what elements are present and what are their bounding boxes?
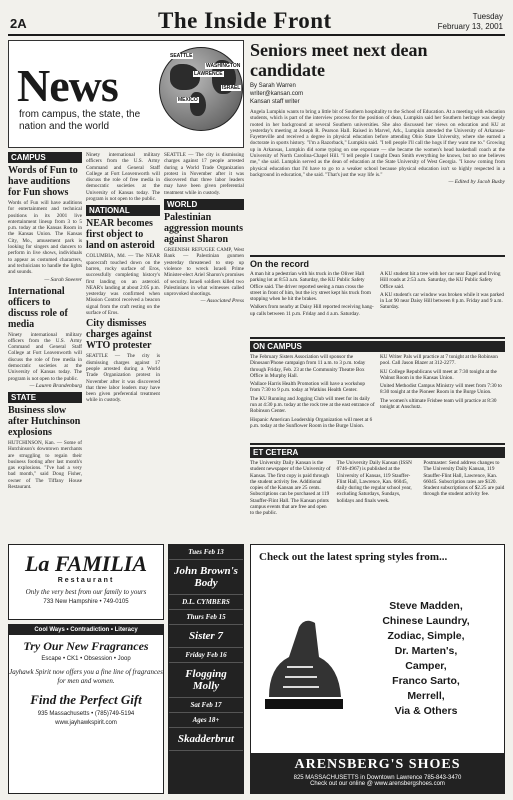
brand-item: Dr. Marten's, [394,645,458,657]
bar-row: D.L. CYMBERS [169,595,243,610]
campus-event: Wallace Harris Health Promotion will have a workshop from 7:30 to 9 p.m. today at Watkins Health Center. [250,381,365,394]
main-email[interactable]: writer@kansan.com [250,91,304,97]
brand-item: Camper, [405,660,447,672]
ad-bar-schedule [168,544,244,794]
bar-row: Skadderbrut [169,728,243,751]
banner-tagline: from campus, the state, the nation and the world [19,109,141,132]
state-body: HUTCHINSON, Kan. — Some of Hutchinson's downtown merchants are struggling to regain their business footing after last month's gas explosions. "I've had a very bad month," said Doug Fisher, owner of The Tiffany House Restaurant. [8,439,82,491]
ad-arensberg-footer [251,753,504,793]
ad-jayhawk-web[interactable]: www.jayhawkspirit.com [55,720,117,726]
ad-jayhawk-address: 935 Massachusetts • (785)749-5194 [37,711,135,717]
ad-jayhawk-try: Try Our New Fragrances [23,639,149,653]
main-byline [250,82,505,106]
campus-headline: Words of Fun to have auditions for Fun shows [8,165,78,198]
et-cetera-title: ET CETERA [250,447,505,458]
city-body: SEATTLE — The city is dismissing charges against 17 people arrested during a World Trade Organization protest in November after it was discovered that three labor leaders may have been given preferential treatment while in custody. [86,353,160,404]
campus-byline: — Sarah Sneerer [44,276,82,283]
main-body: Angela Lumpkin wants to bring a little bit of Southern hospitality to the School of Education. At a meeting with education students, which is part of the interview process for the position of dean, Lumpkin said her Southern heritage was deeply rooted in her background at several Southern universities. She also discussed her views on education and KU at yesterday's meeting at Joseph R. Pearson Hall. Raised in Marvel, Ark., Lumpkin attended the University of Arkansas-Fayetteville and received a degree in physical education before attending Ohio State University, where she earned a doctorate in sports history. "I'm a Razorback," Lumpkin said. "I tell people I'll call the hogs if they want me to." Growing up in Arkansas, Lumpkin did some typing on one exposure — she became the women's head basketball coach at the University of North Carolina-Chapel Hill. "I tell people I taught Dean Smith everything he knows, but no one believes me," she said. Lumpkin served as the dean of education at the State University of West Georgia. "I know coming from physical education that I'd have to go to a weaker school because physical education isn't so highly respected in a background in education," she said. "That's just the way life is." [250,109,505,178]
ad-la-familia [8,544,164,620]
ad-arensberg-headline: Check out the latest spring styles from... [259,551,448,563]
brand-item: Zodiac, Simple, [387,630,465,642]
section-head-state: STATE [8,392,82,403]
campus-event: Hispanic American Leadership Organization will meet at 6 p.m. today at the Sunflower Room in the Burge Union. [250,416,373,429]
ad-arensberg-address: 825 MASSACHUSETTS in Downtown Lawrence 785-843-3470 [293,775,462,781]
section-head-national: NATIONAL [86,205,160,216]
banner-title: News [17,60,118,111]
world-byline: — Associated Press [200,298,244,305]
issue-day: Tuesday [472,12,503,21]
et-cetera-col2: The University Daily Kansan (ISSN 0746-4967) is published at the University of Kansas, 119 Stauffer-Flint Hall, Lawrence, Kan. 66045, daily during the regular school year, excluding Saturdays, Sundays, holidays and finals week. [336,460,412,504]
ad-arensberg-web[interactable]: Check out our online @ www.arensbergshoes.com [310,781,445,787]
record-item: A KU student hit a tree with her car near Engel and Irving Hill roads at 2:53 a.m. Saturday, the KU Public Safety Office said. [380,271,501,290]
section-head-world: WORLD [164,199,244,210]
brand-item: Steve Madden, [389,600,463,612]
record-item: A KU student's car window was broken while it was parked in Lot 90 near Daisy Hill between 8 p.m. Friday and 9 a.m. Saturday. [380,291,504,311]
on-the-record-box [250,255,505,333]
ad-arensberg-store: ARENSBERG'S SHOES [294,757,461,772]
et-cetera-col3: Postmaster: Send address changes to The University Daily Kansan, 119 Stauffer-Flint Hall, Lawrence, Kan. 66045. Subscription rates are $120. Student subscriptions of $2.25 are paid through the student activity fee. [423,460,505,498]
campus-body: Words of Fun will have auditions for entertainment and technical positions in its 2001 live entertainment lineup from 3 to 5 p.m. today at the Kansas Room in the Kansas Union. The Kansas City, Mo., amusement park is looking for singers and dancers to perform in live shows, individuals to appear as costumed characters, and technicians to handle the lights and sounds. [8,200,82,276]
campus-event: The KU Running and Jogging Club will meet for its daily run at 4:30 p.m. today at the rock tree at the east entrance of Robinson Center. [250,395,375,415]
campus-event: The women's ultimate Frisbee team will practice at 8:30 tonight at Anschutz. [380,397,497,411]
nasa-headline: NEAR becomes first object to land on asteroid [86,218,155,252]
world-column [164,152,244,540]
bar-row: Friday Feb 16 [169,648,243,663]
globe-label-seattle: SEATTLE [170,53,193,59]
globe-label-israel: ISRAEL [222,85,241,91]
section-head-campus: CAMPUS [8,152,82,163]
brand-item: Merrell, [407,690,445,702]
campus-event: United Methodist Campus Ministry will meet from 7:30 to 8:30 tonight at the Pioneer Room in the Burge Union. [380,383,502,396]
main-body-columns [250,109,505,178]
page-number: 2A [10,16,27,31]
bar-row: Ages 18+ [169,713,243,728]
world-body: GREENISH REFUGEE CAMP, West Bank — Palestinian gunmen yesterday threatened to step up violence to wreck Israeli Prime Minister-elect Ariel Sharon's promises of security. Israeli soldiers killed two Palestinians in what witnesses called unprovoked shootings. [164,247,244,298]
bar-row: Tues Feb 13 [169,545,243,560]
ad-jayhawk-offer: Jayhawk Spirit now offers you a fine line of fragrances for men and women. [9,668,163,685]
page-title: The Inside Front [158,8,332,33]
bar-row: Flogging Molly [169,663,243,698]
world-headline: Palestinian aggression mounts against Sharon [164,212,243,246]
ad-jayhawk-gift: Find the Perfect Gift [30,692,142,707]
city-body-continued: SEATTLE — The city is dismissing charges against 17 people arrested during a World Trade Organization protest in November after it was discovered that three labor leaders may have been given preferential treatment while in custody. [164,152,244,196]
ad-arensberg-brands [351,599,501,719]
intl-headline: International officers to discuss role of media [8,285,68,330]
nasa-body: COLUMBIA, Md. — The NEAR spacecraft touched down on the barren, rocky surface of Eros, successfully completing history's first landing on an asteroid. NEAR's landing at about 2:05 p.m. yesterday was confirmed when Mission Control received a beacon signal from the craft resting on the surface of Eros. [86,253,160,317]
globe-label-washington: WASHINGTON [206,63,241,69]
ad-arensbergs-shoes [250,544,505,794]
record-item: Walkers from nearby at Daisy Hill reported receiving hang-up calls between 11 p.m. Friday and 4 a.m. Saturday. [250,304,374,317]
ad-familia-name: La FAMILIA [24,551,148,576]
campus-body-continued: Ninety international military officers from the U.S. Army Command and General Staff College at Fort Leavenworth will discuss the role of free media in democratic societies at the University of Kansas today. The program is not open to the public. [86,152,160,203]
ad-jayhawk-items: Escape • CK1 • Obsession • Joop [41,656,131,662]
state-headline: Business slow after Hutchinson explosions [8,404,81,438]
intl-byline: — Lauren Brandenburg [29,382,82,389]
national-column [86,152,160,540]
campus-event: KU College Republicans will meet at 7:30 tonight at the Walnut Room in the Kansas Union. [380,368,497,381]
bar-row: Sat Feb 17 [169,698,243,713]
ad-familia-slogan: Only the very best from our family to yours [25,588,147,596]
on-the-record-title: On the record [250,259,310,269]
intl-body: Ninety international military officers from the U.S. Army Command and General Staff College at Fort Leavenworth will discuss the role of free media in democratic societies at the University of Kansas today. The program is not open to the public. [8,331,82,382]
news-banner [8,40,244,148]
brand-item: Via & Others [394,705,458,717]
city-headline: City dismisses charges against WTO protester [86,318,152,352]
masthead [8,8,505,36]
main-story [250,40,505,252]
shoe-icon [259,607,347,727]
main-author: By Sarah Warren [250,83,296,89]
ad-familia-address: 733 New Hampshire • 749-0105 [43,599,129,605]
main-role: Kansan staff writer [250,99,300,105]
campus-event: The February Sisters Association will sponsor the Dinosaur/Phone campaign from 11 a.m. to 3 p.m. today through Friday, Feb. 23 at the Community Theatre Box Office in Murphy Hall. [250,354,366,379]
brand-item: Chinese Laundry, [382,615,470,627]
ad-jayhawk-spirit [8,624,164,794]
et-cetera-col1: The University Daily Kansan is the student newspaper of the University of Kansas. The first copy is paid through the student activity fee. Additional copies of the Kansan are 25 cents. Subscriptions can be purchased at 119 Stauffer-Flint Hall. The Kansan prints campus events that are free and open to the public. [250,460,331,517]
record-item: A man hit a pedestrian with his truck in the Oliver Hall parking lot at 8:53 a.m. Saturday, the KU Public Safety Office said. The driver reported seeing a man cross the street in front of him, but the icy street kept his truck from stopping when he hit the brakes. [250,271,371,303]
bar-row: Sister 7 [169,625,243,648]
brand-item: Franco Sarto, [392,675,460,687]
ad-jayhawk-strip: Cool Ways • Contradiction • Literacy [9,625,163,635]
et-cetera-box [250,443,505,538]
bar-row: John Brown's Body [169,560,243,595]
globe-label-mexico: MEXICO [178,97,198,103]
globe-label-lawrence: LAWRENCE [194,71,223,77]
main-edited-by: — Edited by Jacob Busby [448,179,505,186]
main-headline: Seniors meet next dean candidate [250,40,428,80]
campus-event: KU Writer Pals will practice at 7 tonight at the Robinson pool. Call Jason Blazer at 312-2277. [380,354,498,367]
on-campus-title: ON CAMPUS [250,341,505,352]
campus-column [8,152,82,540]
bar-row: Thurs Feb 15 [169,610,243,625]
on-campus-box [250,337,505,439]
ad-familia-type: Restaurant [57,577,115,584]
issue-date [438,12,503,32]
issue-full-date: February 13, 2001 [437,22,503,31]
